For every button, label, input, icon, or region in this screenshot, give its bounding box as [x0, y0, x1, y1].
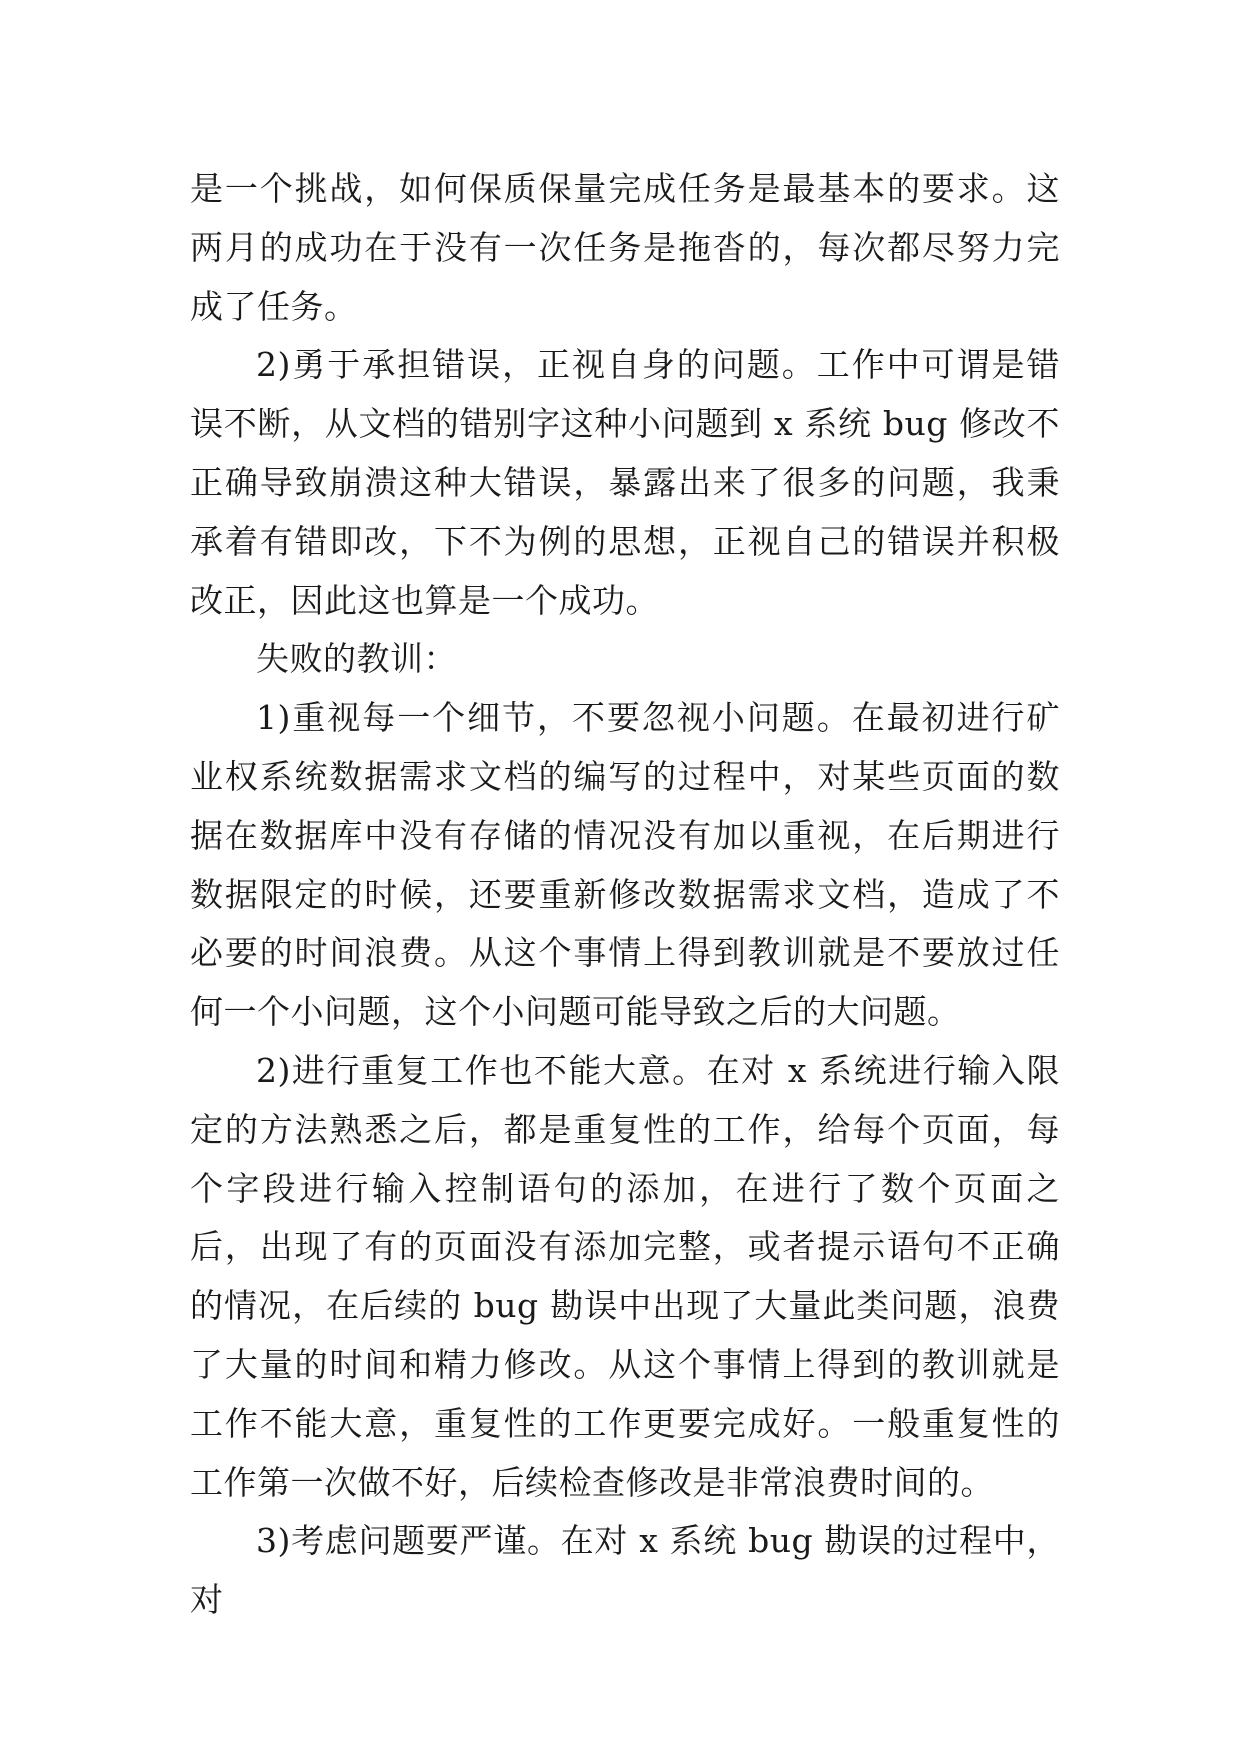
section-heading-lessons: 失败的教训： — [256, 639, 457, 679]
paragraph-lesson-2: 2)进行重复工作也不能大意。在对 x 系统进行输入限定的方法熟悉之后，都是重复性的工作，给每个页面，每个字段进行输入控制语句的添加，在进行了数个页面之后，出现了有的页面没有添加完整，或者提示语句不正确的情况，在后续的 bug 勘误中出现了大量此类问题，浪费了大量的时间和精力修改。从这个事情上得到的教训就是工作不能大意，重复性的工作更要完成好。一般重复性的工作第一次做不好，后续检查修改是非常浪费时间的。 — [190, 1050, 1060, 1502]
paragraph-lesson-1: 1)重视每一个细节，不要忽视小问题。在最初进行矿业权系统数据需求文档的编写的过程中，对某些页面的数据在数据库中没有存储的情况没有加以重视，在后期进行数据限定的时候，还要重新修改数据需求文档，造成了不必要的时间浪费。从这个事情上得到教训就是不要放过任何一个小问题，这个小问题可能导致之后的大问题。 — [190, 698, 1060, 1032]
paragraph-success-2: 2)勇于承担错误，正视自身的问题。工作中可谓是错误不断，从文档的错别字这种小问题到 x 系统 bug 修改不正确导致崩溃这种大错误，暴露出来了很多的问题，我秉承着有错即改，下不为例的思想，正视自己的错误并积极改正，因此这也算是一个成功。 — [190, 345, 1060, 620]
paragraph-lesson-3: 3)考虑问题要严谨。在对 x 系统 bug 勘误的过程中，对 — [190, 1521, 1060, 1620]
document-body — [190, 160, 1060, 1630]
paragraph-success-summary: 是一个挑战，如何保质保量完成任务是最基本的要求。这两月的成功在于没有一次任务是拖沓的，每次都尽努力完成了任务。 — [190, 169, 1060, 326]
